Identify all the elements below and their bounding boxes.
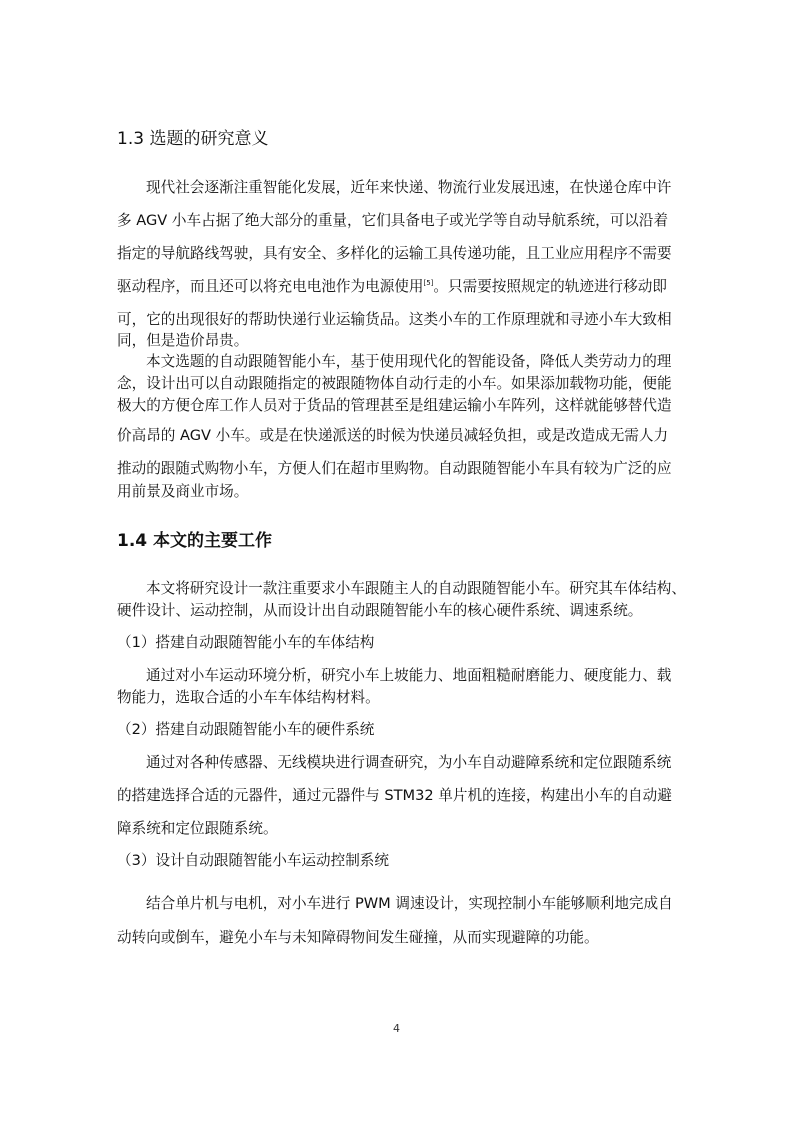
text-line: 用前景及商业市场。 [117,483,249,500]
text-line: 硬件设计、运动控制，从而设计出自动跟随智能小车的核心硬件系统、调速系统。 [117,602,643,619]
text-line: 现代社会逐渐注重智能化发展，近年来快递、物流行业发展迅速，在快递仓库中许 [146,179,672,196]
text-line: 通过对各种传感器、无线模块进行调查研究，为小车自动避障系统和定位跟随系统 [146,754,672,771]
text-segment: 驱动程序，而且还可以将充电电池作为电源使用 [117,278,424,295]
citation-superscript: [5] [423,279,434,288]
text-line: 价高昂的 AGV 小车。或是在快递派送的时候为快递员减轻负担，或是改造成无需人力 [117,427,669,444]
text-line: 动转向或倒车，避免小车与未知障碍物间发生碰撞，从而实现避障的功能。 [117,929,599,946]
text-line: 极大的方便仓库工作人员对于货品的管理甚至是组建运输小车阵列，这样就能够替代造 [117,397,672,414]
text-line: 推动的跟随式购物小车，方便人们在超市里购物。自动跟随智能小车具有较为广泛的应 [117,460,672,477]
list-heading-1: （1）搭建自动跟随智能小车的车体结构 [117,634,375,651]
text-line: 本文选题的自动跟随智能小车，基于使用现代化的智能设备，降低人类劳动力的理 [146,353,672,370]
text-line: 结合单片机与电机，对小车进行 PWM 调速设计，实现控制小车能够顺利地完成自 [146,895,673,912]
section-heading-1-3: 1.3 选题的研究意义 [117,129,269,149]
text-line: 本文将研究设计一款注重要求小车跟随主人的自动跟随智能小车。研究其车体结构、 [146,580,686,597]
section-heading-1-4: 1.4 本文的主要工作 [117,531,273,551]
list-heading-2: （2）搭建自动跟随智能小车的硬件系统 [117,721,375,738]
text-line: 多 AGV 小车占据了绝大部分的重量，它们具备电子或光学等自动导航系统，可以沿着 [117,212,669,229]
page-number: 4 [393,1022,400,1035]
text-line: 的搭建选择合适的元器件，通过元器件与 STM32 单片机的连接，构建出小车的自动避 [117,787,672,804]
text-line: 物能力，选取合适的小车车体结构材料。 [117,689,380,706]
list-heading-3: （3）设计自动跟随智能小车运动控制系统 [117,852,389,869]
text-line: 同，但是造价昂贵。 [117,332,249,349]
text-line: 念，设计出可以自动跟随指定的被跟随物体自动行走的小车。如果添加载物功能，便能 [117,375,672,392]
text-segment: 。只需要按照规定的轨迹进行移动即 [433,278,667,295]
text-line: 通过对小车运动环境分析，研究小车上坡能力、地面粗糙耐磨能力、硬度能力、载 [146,667,672,684]
text-line: 可，它的出现很好的帮助快递行业运输货品。这类小车的工作原理就和寻迹小车大致相 [117,311,672,328]
text-line: 障系统和定位跟随系统。 [117,820,278,837]
text-line-with-citation [117,275,667,296]
text-line: 指定的导航路线驾驶，具有安全、多样化的运输工具传递功能，且工业应用程序不需要 [117,245,672,262]
